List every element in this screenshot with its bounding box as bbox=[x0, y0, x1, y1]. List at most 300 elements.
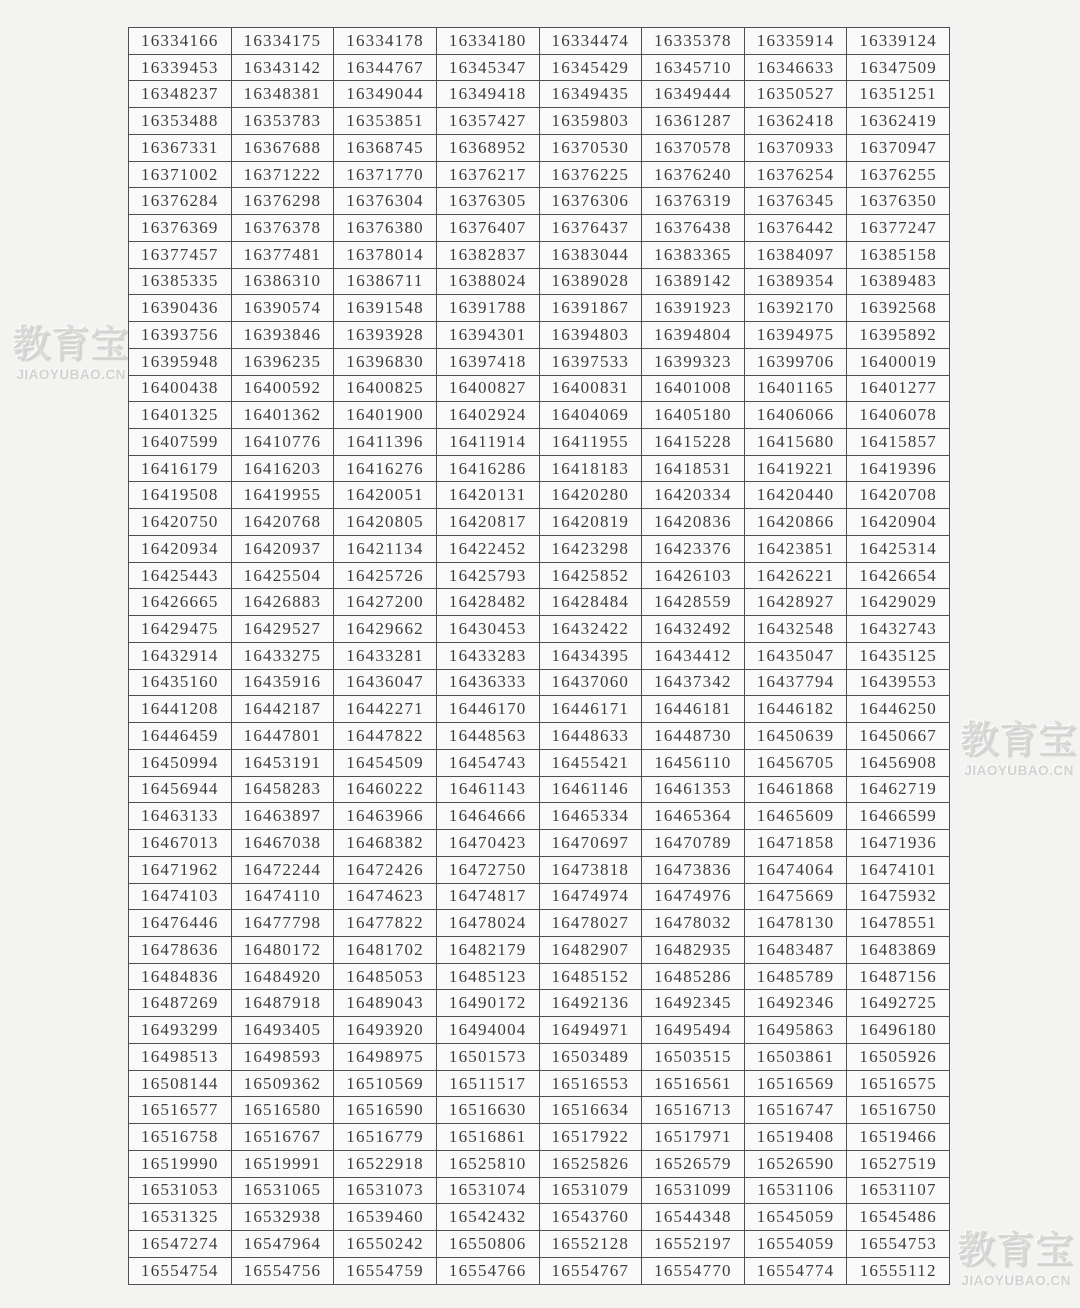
table-cell: 16463966 bbox=[334, 803, 437, 830]
table-cell: 16550242 bbox=[334, 1231, 437, 1258]
table-cell: 16389142 bbox=[642, 268, 745, 295]
table-cell: 16470697 bbox=[539, 830, 642, 857]
table-cell: 16334180 bbox=[436, 28, 539, 55]
table-cell: 16485123 bbox=[436, 963, 539, 990]
table-cell: 16415680 bbox=[744, 429, 847, 456]
table-cell: 16401900 bbox=[334, 402, 437, 429]
table-cell: 16544348 bbox=[642, 1204, 745, 1231]
table-cell: 16344767 bbox=[334, 54, 437, 81]
watermark-left bbox=[10, 326, 132, 382]
table-cell: 16425793 bbox=[436, 562, 539, 589]
table-cell: 16490172 bbox=[436, 990, 539, 1017]
table-row bbox=[129, 482, 950, 509]
table-cell: 16463133 bbox=[129, 803, 232, 830]
table-cell: 16420819 bbox=[539, 509, 642, 536]
table-cell: 16406066 bbox=[744, 402, 847, 429]
table-row bbox=[129, 1177, 950, 1204]
table-cell: 16487156 bbox=[847, 963, 950, 990]
table-cell: 16370578 bbox=[642, 134, 745, 161]
table-cell: 16420937 bbox=[231, 535, 334, 562]
table-cell: 16400831 bbox=[539, 375, 642, 402]
table-cell: 16351251 bbox=[847, 81, 950, 108]
table-cell: 16346633 bbox=[744, 54, 847, 81]
watermark-domain-text: JIAOYUBAO.CN bbox=[961, 1272, 1071, 1288]
table-cell: 16516590 bbox=[334, 1097, 437, 1124]
table-cell: 16516758 bbox=[129, 1124, 232, 1151]
table-cell: 16415228 bbox=[642, 429, 745, 456]
table-cell: 16390436 bbox=[129, 295, 232, 322]
table-cell: 16492136 bbox=[539, 990, 642, 1017]
table-cell: 16531107 bbox=[847, 1177, 950, 1204]
table-cell: 16474623 bbox=[334, 883, 437, 910]
table-cell: 16348381 bbox=[231, 81, 334, 108]
table-cell: 16547964 bbox=[231, 1231, 334, 1258]
table-cell: 16461146 bbox=[539, 776, 642, 803]
table-cell: 16554766 bbox=[436, 1257, 539, 1284]
table-cell: 16394804 bbox=[642, 322, 745, 349]
table-cell: 16404069 bbox=[539, 402, 642, 429]
table-cell: 16385158 bbox=[847, 241, 950, 268]
table-cell: 16475932 bbox=[847, 883, 950, 910]
table-cell: 16399706 bbox=[744, 348, 847, 375]
table-cell: 16477798 bbox=[231, 910, 334, 937]
table-cell: 16371002 bbox=[129, 161, 232, 188]
table-cell: 16407599 bbox=[129, 429, 232, 456]
table-row bbox=[129, 1043, 950, 1070]
table-cell: 16376369 bbox=[129, 215, 232, 242]
table-cell: 16420805 bbox=[334, 509, 437, 536]
table-cell: 16411914 bbox=[436, 429, 539, 456]
table-cell: 16334166 bbox=[129, 28, 232, 55]
table-cell: 16525826 bbox=[539, 1150, 642, 1177]
table-cell: 16353783 bbox=[231, 108, 334, 135]
table-cell: 16493299 bbox=[129, 1017, 232, 1044]
table-cell: 16511517 bbox=[436, 1070, 539, 1097]
table-cell: 16391548 bbox=[334, 295, 437, 322]
table-cell: 16454509 bbox=[334, 749, 437, 776]
table-cell: 16461868 bbox=[744, 776, 847, 803]
table-cell: 16429662 bbox=[334, 616, 437, 643]
table-cell: 16376407 bbox=[436, 215, 539, 242]
table-cell: 16376217 bbox=[436, 161, 539, 188]
table-cell: 16495863 bbox=[744, 1017, 847, 1044]
table-cell: 16432914 bbox=[129, 642, 232, 669]
table-row bbox=[129, 455, 950, 482]
table-cell: 16531325 bbox=[129, 1204, 232, 1231]
table-cell: 16401165 bbox=[744, 375, 847, 402]
table-row bbox=[129, 348, 950, 375]
table-cell: 16376305 bbox=[436, 188, 539, 215]
table-cell: 16446182 bbox=[744, 696, 847, 723]
table-cell: 16425852 bbox=[539, 562, 642, 589]
table-cell: 16429475 bbox=[129, 616, 232, 643]
table-row bbox=[129, 1150, 950, 1177]
table-cell: 16339124 bbox=[847, 28, 950, 55]
table-cell: 16454743 bbox=[436, 749, 539, 776]
table-cell: 16426221 bbox=[744, 562, 847, 589]
table-cell: 16395948 bbox=[129, 348, 232, 375]
table-cell: 16428484 bbox=[539, 589, 642, 616]
table-cell: 16345710 bbox=[642, 54, 745, 81]
table-row bbox=[129, 322, 950, 349]
table-cell: 16450994 bbox=[129, 749, 232, 776]
table-cell: 16531074 bbox=[436, 1177, 539, 1204]
table-cell: 16432548 bbox=[744, 616, 847, 643]
table-cell: 16461353 bbox=[642, 776, 745, 803]
table-cell: 16420904 bbox=[847, 509, 950, 536]
table-cell: 16376319 bbox=[642, 188, 745, 215]
table-row bbox=[129, 1017, 950, 1044]
table-cell: 16425726 bbox=[334, 562, 437, 589]
table-cell: 16550806 bbox=[436, 1231, 539, 1258]
table-cell: 16362418 bbox=[744, 108, 847, 135]
table-cell: 16367331 bbox=[129, 134, 232, 161]
table-cell: 16349444 bbox=[642, 81, 745, 108]
table-cell: 16474064 bbox=[744, 856, 847, 883]
table-cell: 16335378 bbox=[642, 28, 745, 55]
table-cell: 16448563 bbox=[436, 723, 539, 750]
table-cell: 16531106 bbox=[744, 1177, 847, 1204]
table-cell: 16425443 bbox=[129, 562, 232, 589]
table-row bbox=[129, 830, 950, 857]
table-cell: 16555112 bbox=[847, 1257, 950, 1284]
table-cell: 16481702 bbox=[334, 936, 437, 963]
table-cell: 16472426 bbox=[334, 856, 437, 883]
table-cell: 16448633 bbox=[539, 723, 642, 750]
table-cell: 16397533 bbox=[539, 348, 642, 375]
table-cell: 16402924 bbox=[436, 402, 539, 429]
watermark-brand-text: 教育宝 bbox=[12, 324, 130, 366]
table-cell: 16396830 bbox=[334, 348, 437, 375]
table-cell: 16473818 bbox=[539, 856, 642, 883]
table-cell: 16384097 bbox=[744, 241, 847, 268]
table-row bbox=[129, 669, 950, 696]
table-cell: 16516580 bbox=[231, 1097, 334, 1124]
table-cell: 16420280 bbox=[539, 482, 642, 509]
table-cell: 16394975 bbox=[744, 322, 847, 349]
table-cell: 16361287 bbox=[642, 108, 745, 135]
table-cell: 16453191 bbox=[231, 749, 334, 776]
table-cell: 16472244 bbox=[231, 856, 334, 883]
table-cell: 16531053 bbox=[129, 1177, 232, 1204]
table-cell: 16393756 bbox=[129, 322, 232, 349]
table-cell: 16400019 bbox=[847, 348, 950, 375]
table-cell: 16493405 bbox=[231, 1017, 334, 1044]
table-cell: 16370947 bbox=[847, 134, 950, 161]
table-cell: 16423376 bbox=[642, 535, 745, 562]
table-cell: 16466599 bbox=[847, 803, 950, 830]
table-cell: 16498593 bbox=[231, 1043, 334, 1070]
watermark-brand-text: 教育宝 bbox=[960, 720, 1078, 762]
table-cell: 16435916 bbox=[231, 669, 334, 696]
table-cell: 16376442 bbox=[744, 215, 847, 242]
table-cell: 16397418 bbox=[436, 348, 539, 375]
table-cell: 16399323 bbox=[642, 348, 745, 375]
table-cell: 16376255 bbox=[847, 161, 950, 188]
table-cell: 16505926 bbox=[847, 1043, 950, 1070]
table-cell: 16478130 bbox=[744, 910, 847, 937]
table-cell: 16448730 bbox=[642, 723, 745, 750]
table-cell: 16376380 bbox=[334, 215, 437, 242]
table-cell: 16416286 bbox=[436, 455, 539, 482]
table-cell: 16519991 bbox=[231, 1150, 334, 1177]
table-cell: 16471962 bbox=[129, 856, 232, 883]
table-cell: 16394301 bbox=[436, 322, 539, 349]
table-cell: 16392170 bbox=[744, 295, 847, 322]
table-cell: 16516713 bbox=[642, 1097, 745, 1124]
table-cell: 16509362 bbox=[231, 1070, 334, 1097]
table-row bbox=[129, 108, 950, 135]
table-cell: 16526579 bbox=[642, 1150, 745, 1177]
table-cell: 16427200 bbox=[334, 589, 437, 616]
table-cell: 16531099 bbox=[642, 1177, 745, 1204]
table-cell: 16487269 bbox=[129, 990, 232, 1017]
table-cell: 16416179 bbox=[129, 455, 232, 482]
table-cell: 16434395 bbox=[539, 642, 642, 669]
table-cell: 16429029 bbox=[847, 589, 950, 616]
table-cell: 16484836 bbox=[129, 963, 232, 990]
table-cell: 16418531 bbox=[642, 455, 745, 482]
table-cell: 16477822 bbox=[334, 910, 437, 937]
table-cell: 16390574 bbox=[231, 295, 334, 322]
table-row bbox=[129, 910, 950, 937]
table-row bbox=[129, 803, 950, 830]
table-cell: 16349418 bbox=[436, 81, 539, 108]
table-cell: 16475669 bbox=[744, 883, 847, 910]
table-cell: 16474974 bbox=[539, 883, 642, 910]
table-cell: 16401277 bbox=[847, 375, 950, 402]
table-cell: 16446171 bbox=[539, 696, 642, 723]
table-cell: 16426883 bbox=[231, 589, 334, 616]
table-cell: 16439553 bbox=[847, 669, 950, 696]
table-row bbox=[129, 936, 950, 963]
table-cell: 16517971 bbox=[642, 1124, 745, 1151]
table-cell: 16478636 bbox=[129, 936, 232, 963]
table-cell: 16482179 bbox=[436, 936, 539, 963]
table-cell: 16456705 bbox=[744, 749, 847, 776]
table-row bbox=[129, 1097, 950, 1124]
table-cell: 16435125 bbox=[847, 642, 950, 669]
table-cell: 16411955 bbox=[539, 429, 642, 456]
table-cell: 16429527 bbox=[231, 616, 334, 643]
table-cell: 16368745 bbox=[334, 134, 437, 161]
table-cell: 16446170 bbox=[436, 696, 539, 723]
table-row bbox=[129, 723, 950, 750]
table-cell: 16386711 bbox=[334, 268, 437, 295]
table-row bbox=[129, 509, 950, 536]
table-cell: 16349044 bbox=[334, 81, 437, 108]
table-row bbox=[129, 81, 950, 108]
table-cell: 16516561 bbox=[642, 1070, 745, 1097]
table-cell: 16522918 bbox=[334, 1150, 437, 1177]
table-cell: 16420440 bbox=[744, 482, 847, 509]
table-row bbox=[129, 1257, 950, 1284]
table-cell: 16447801 bbox=[231, 723, 334, 750]
table-cell: 16498975 bbox=[334, 1043, 437, 1070]
table-cell: 16420817 bbox=[436, 509, 539, 536]
table-cell: 16423851 bbox=[744, 535, 847, 562]
table-cell: 16554759 bbox=[334, 1257, 437, 1284]
table-row bbox=[129, 749, 950, 776]
table-cell: 16395892 bbox=[847, 322, 950, 349]
table-cell: 16410776 bbox=[231, 429, 334, 456]
table-cell: 16446250 bbox=[847, 696, 950, 723]
table-cell: 16400825 bbox=[334, 375, 437, 402]
table-row bbox=[129, 429, 950, 456]
table-cell: 16519466 bbox=[847, 1124, 950, 1151]
table-cell: 16348237 bbox=[129, 81, 232, 108]
table-row bbox=[129, 268, 950, 295]
table-cell: 16485286 bbox=[642, 963, 745, 990]
table-cell: 16432422 bbox=[539, 616, 642, 643]
table-row bbox=[129, 28, 950, 55]
table-cell: 16420866 bbox=[744, 509, 847, 536]
table-cell: 16467038 bbox=[231, 830, 334, 857]
table-cell: 16428482 bbox=[436, 589, 539, 616]
table-cell: 16474976 bbox=[642, 883, 745, 910]
table-row bbox=[129, 535, 950, 562]
table-cell: 16430453 bbox=[436, 616, 539, 643]
table-cell: 16468382 bbox=[334, 830, 437, 857]
table-cell: 16456944 bbox=[129, 776, 232, 803]
table-cell: 16496180 bbox=[847, 1017, 950, 1044]
table-cell: 16545059 bbox=[744, 1204, 847, 1231]
table-cell: 16420768 bbox=[231, 509, 334, 536]
table-cell: 16376438 bbox=[642, 215, 745, 242]
table-cell: 16433281 bbox=[334, 642, 437, 669]
table-cell: 16343142 bbox=[231, 54, 334, 81]
table-cell: 16432743 bbox=[847, 616, 950, 643]
table-cell: 16400438 bbox=[129, 375, 232, 402]
table-row bbox=[129, 776, 950, 803]
table-cell: 16437060 bbox=[539, 669, 642, 696]
table-cell: 16503861 bbox=[744, 1043, 847, 1070]
table-cell: 16393846 bbox=[231, 322, 334, 349]
table-cell: 16436047 bbox=[334, 669, 437, 696]
table-row bbox=[129, 1070, 950, 1097]
table-cell: 16383044 bbox=[539, 241, 642, 268]
table-cell: 16391923 bbox=[642, 295, 745, 322]
table-cell: 16483869 bbox=[847, 936, 950, 963]
table-cell: 16345429 bbox=[539, 54, 642, 81]
table-cell: 16492725 bbox=[847, 990, 950, 1017]
table-cell: 16382837 bbox=[436, 241, 539, 268]
table-cell: 16376306 bbox=[539, 188, 642, 215]
table-cell: 16334474 bbox=[539, 28, 642, 55]
table-cell: 16494004 bbox=[436, 1017, 539, 1044]
table-cell: 16376345 bbox=[744, 188, 847, 215]
table-cell: 16554756 bbox=[231, 1257, 334, 1284]
table-cell: 16385335 bbox=[129, 268, 232, 295]
table-cell: 16516861 bbox=[436, 1124, 539, 1151]
table-cell: 16519408 bbox=[744, 1124, 847, 1151]
table-row bbox=[129, 1204, 950, 1231]
table-cell: 16460222 bbox=[334, 776, 437, 803]
table-cell: 16516575 bbox=[847, 1070, 950, 1097]
table-cell: 16425504 bbox=[231, 562, 334, 589]
table-cell: 16467013 bbox=[129, 830, 232, 857]
table-cell: 16376378 bbox=[231, 215, 334, 242]
table-cell: 16386310 bbox=[231, 268, 334, 295]
table-cell: 16447822 bbox=[334, 723, 437, 750]
table-cell: 16425314 bbox=[847, 535, 950, 562]
table-cell: 16420131 bbox=[436, 482, 539, 509]
table-cell: 16542432 bbox=[436, 1204, 539, 1231]
table-cell: 16554754 bbox=[129, 1257, 232, 1284]
table-cell: 16376304 bbox=[334, 188, 437, 215]
table-cell: 16401362 bbox=[231, 402, 334, 429]
table-cell: 16370530 bbox=[539, 134, 642, 161]
table-cell: 16455421 bbox=[539, 749, 642, 776]
table-cell: 16456110 bbox=[642, 749, 745, 776]
table-cell: 16458283 bbox=[231, 776, 334, 803]
table-cell: 16392568 bbox=[847, 295, 950, 322]
table-cell: 16426654 bbox=[847, 562, 950, 589]
table-cell: 16368952 bbox=[436, 134, 539, 161]
table-row bbox=[129, 188, 950, 215]
table-cell: 16489043 bbox=[334, 990, 437, 1017]
table-cell: 16401008 bbox=[642, 375, 745, 402]
table-cell: 16370933 bbox=[744, 134, 847, 161]
table-cell: 16353851 bbox=[334, 108, 437, 135]
table-cell: 16539460 bbox=[334, 1204, 437, 1231]
table-cell: 16510569 bbox=[334, 1070, 437, 1097]
table-cell: 16450667 bbox=[847, 723, 950, 750]
table-row bbox=[129, 375, 950, 402]
table-cell: 16525810 bbox=[436, 1150, 539, 1177]
table-cell: 16465609 bbox=[744, 803, 847, 830]
table-cell: 16420836 bbox=[642, 509, 745, 536]
table-cell: 16388024 bbox=[436, 268, 539, 295]
table-cell: 16367688 bbox=[231, 134, 334, 161]
table-cell: 16516634 bbox=[539, 1097, 642, 1124]
table-cell: 16378014 bbox=[334, 241, 437, 268]
table-cell: 16485152 bbox=[539, 963, 642, 990]
table-cell: 16461143 bbox=[436, 776, 539, 803]
table-cell: 16442271 bbox=[334, 696, 437, 723]
table-cell: 16516779 bbox=[334, 1124, 437, 1151]
table-cell: 16478032 bbox=[642, 910, 745, 937]
table-cell: 16498513 bbox=[129, 1043, 232, 1070]
table-cell: 16416203 bbox=[231, 455, 334, 482]
table-cell: 16554767 bbox=[539, 1257, 642, 1284]
table-cell: 16426103 bbox=[642, 562, 745, 589]
table-row bbox=[129, 402, 950, 429]
table-cell: 16482935 bbox=[642, 936, 745, 963]
table-cell: 16391788 bbox=[436, 295, 539, 322]
table-cell: 16376350 bbox=[847, 188, 950, 215]
table-cell: 16334178 bbox=[334, 28, 437, 55]
table-cell: 16421134 bbox=[334, 535, 437, 562]
table-cell: 16516750 bbox=[847, 1097, 950, 1124]
table-cell: 16362419 bbox=[847, 108, 950, 135]
table-cell: 16359803 bbox=[539, 108, 642, 135]
table-cell: 16462719 bbox=[847, 776, 950, 803]
table-cell: 16554774 bbox=[744, 1257, 847, 1284]
table-cell: 16420750 bbox=[129, 509, 232, 536]
table-cell: 16435047 bbox=[744, 642, 847, 669]
table-cell: 16519990 bbox=[129, 1150, 232, 1177]
table-row bbox=[129, 54, 950, 81]
table-cell: 16433275 bbox=[231, 642, 334, 669]
table-cell: 16478024 bbox=[436, 910, 539, 937]
table-cell: 16492346 bbox=[744, 990, 847, 1017]
table-cell: 16405180 bbox=[642, 402, 745, 429]
table-cell: 16419396 bbox=[847, 455, 950, 482]
number-sheet bbox=[128, 27, 950, 1285]
table-cell: 16334175 bbox=[231, 28, 334, 55]
table-row bbox=[129, 241, 950, 268]
